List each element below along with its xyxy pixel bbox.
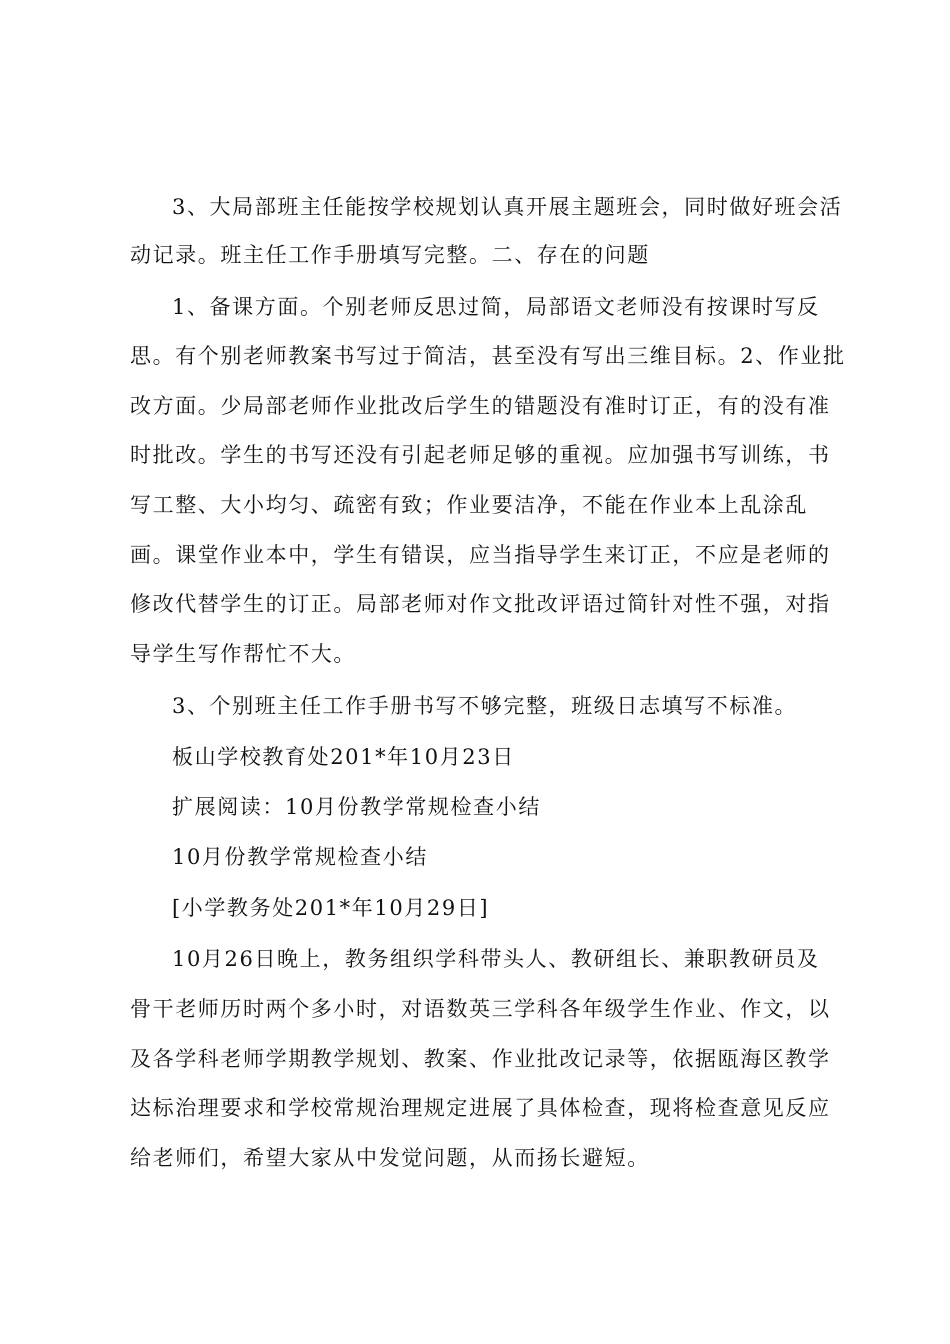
text-line-2: 动记录。班主任工作手册填写完整。二、存在的问题 bbox=[130, 243, 650, 267]
text-line-6: 时批改。学生的书写还没有引起老师足够的重视。应加强书写训练，书 bbox=[130, 443, 831, 467]
text-line-20: 给老师们，希望大家从中发觉问题，从而扬长避短。 bbox=[130, 1146, 650, 1170]
text-line-8: 画。课堂作业本中，学生有错误，应当指导学生来订正，不应是老师的 bbox=[130, 543, 831, 567]
text-line-1: 3、大局部班主任能按学校规划认真开展主题班会，同时做好班会活 bbox=[172, 195, 843, 219]
text-line-10: 导学生写作帮忙不大。 bbox=[130, 642, 356, 666]
text-line-7: 写工整、大小均匀、疏密有致；作业要洁净，不能在作业本上乱涂乱 bbox=[130, 493, 808, 517]
text-line-11: 3、个别班主任工作手册书写不够完整，班级日志填写不标准。 bbox=[172, 694, 798, 718]
text-line-15: [小学教务处201*年10月29日] bbox=[172, 896, 490, 920]
text-line-14: 10月份教学常规检查小结 bbox=[172, 845, 428, 869]
text-line-19: 达标治理要求和学校常规治理规定进展了具体检查，现将检查意见反应 bbox=[130, 1096, 831, 1120]
text-line-4: 思。有个别老师教案书写过于简洁，甚至没有写出三维目标。2、作业批 bbox=[130, 344, 846, 368]
text-line-17: 骨干老师历时两个多小时，对语数英三学科各年级学生作业、作文，以 bbox=[130, 997, 831, 1021]
text-line-12: 板山学校教育处201*年10月23日 bbox=[172, 745, 515, 769]
text-line-18: 及各学科老师学期教学规划、教案、作业批改记录等，依据瓯海区教学 bbox=[130, 1047, 831, 1071]
text-line-9: 修改代替学生的订正。局部老师对作文批改评语过简针对性不强，对指 bbox=[130, 592, 831, 616]
text-line-5: 改方面。少局部老师作业批改后学生的错题没有准时订正，有的没有准 bbox=[130, 394, 831, 418]
text-line-3: 1、备课方面。个别老师反思过简，局部语文老师没有按课时写反 bbox=[172, 295, 820, 319]
text-line-16: 10月26日晚上，教务组织学科带头人、教研组长、兼职教研员及 bbox=[172, 947, 820, 971]
text-line-13: 扩展阅读：10月份教学常规检查小结 bbox=[172, 795, 541, 819]
